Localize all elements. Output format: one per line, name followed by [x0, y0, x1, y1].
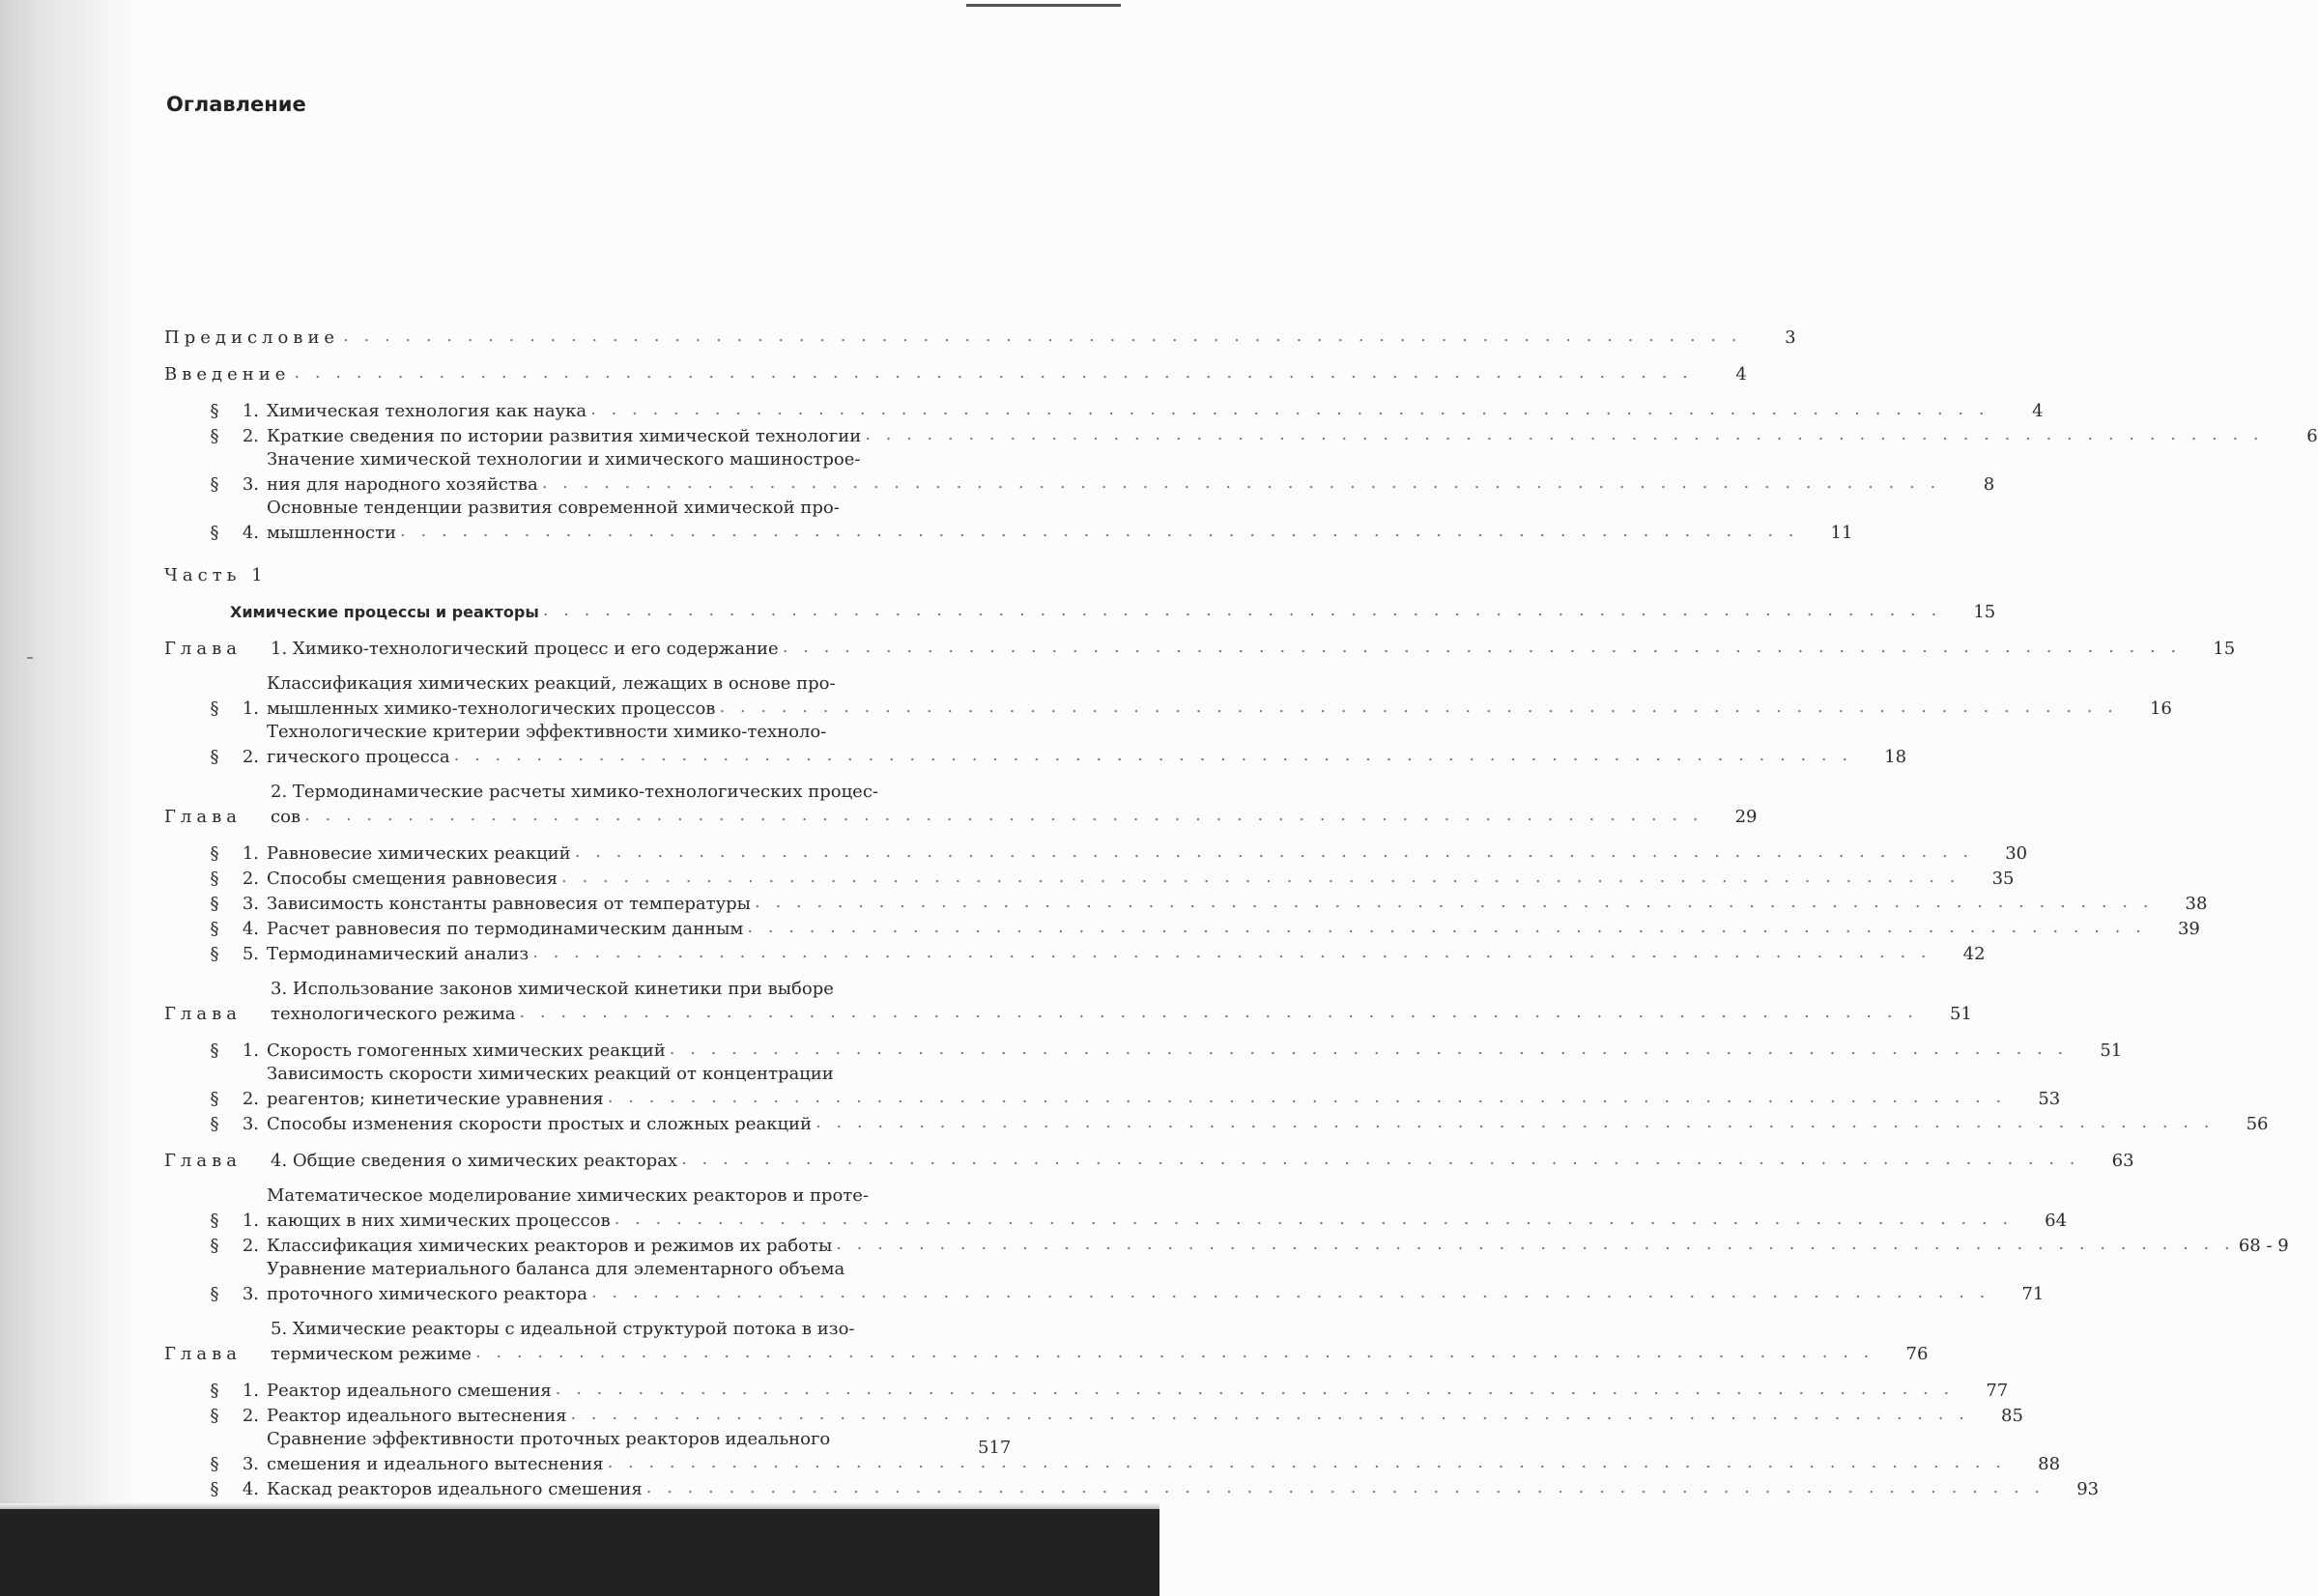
section-title: Значение химической технологии и химического машинострое-: [267, 449, 861, 470]
chapter-title: 5. Химические реакторы с идеальной структурой потока в изо-: [271, 1319, 855, 1339]
section-title: Расчет равновесия по термодинамическим данным: [267, 919, 744, 939]
section-number: 2.: [242, 869, 259, 889]
toc-page-number: 30: [2005, 843, 2028, 864]
toc-page-number: 29: [1734, 807, 1758, 827]
section-number: 3.: [242, 474, 259, 495]
toc-section: [164, 1111, 2269, 1136]
section-symbol: §: [210, 1479, 219, 1499]
toc-chapter: [164, 781, 1758, 829]
section-line: [267, 721, 1852, 744]
toc-page-number: 77: [1986, 1381, 2009, 1401]
toc-section: [164, 721, 1907, 769]
chapter-line: [271, 781, 1703, 804]
section-symbol: §: [210, 1089, 219, 1109]
section-symbol: §: [210, 919, 219, 939]
toc-page-number: 16: [2149, 698, 2172, 719]
spacer: [164, 829, 1015, 841]
section-number: 1.: [242, 843, 259, 864]
section-text: [267, 941, 1932, 966]
section-line: [267, 520, 1798, 545]
section-title: смешения и идеального вытеснения: [267, 1454, 604, 1474]
leader-dots: . . . . . . . . . . . . . . . . . . . . . . . . . . . . . . . . . . . . . . . . . . . . . . . . . . . . . . . . . . . . . . . . . . . .: [747, 917, 2146, 937]
section-number: 1.: [242, 401, 259, 421]
toc-page-number: 39: [2177, 919, 2200, 939]
leader-dots: . . . . . . . . . . . . . . . . . . . . . . . . . . . . . . . . . . . . . . . . . . . . . . . . . . . . . . . . . . . . . . . . . . . .: [590, 1282, 1990, 1302]
toc-section: [164, 1403, 2023, 1428]
section-symbol: §: [210, 1406, 219, 1426]
section-number: 1.: [242, 1381, 259, 1401]
leader-dots: . . . . . . . . . . . . . . . . . . . . . . . . . . . . . . . . . . . . . . . . . . . . . . . . . . . . . . . . . . . . . . . . . . . .: [555, 1379, 1955, 1399]
section-text: [267, 1233, 2235, 1258]
toc-section: [164, 497, 1853, 545]
section-number: 1.: [242, 698, 259, 719]
chapter-label: Глава: [164, 1151, 242, 1171]
section-text: [267, 1111, 2214, 1136]
section-number: 2.: [242, 1236, 259, 1256]
scanner-border: [0, 1509, 1159, 1596]
leader-dots: . . . . . . . . . . . . . . . . . . . . . . . . . . . . . . . . . . . . . . . . . . . . . . . . . . . . . . . . . . . . . . . . . . . .: [719, 697, 2118, 717]
chapter-label: Глава: [164, 1344, 242, 1364]
toc-page-number: 64: [2045, 1211, 2068, 1231]
leader-dots: . . . . . . . . . . . . . . . . . . . . . . . . . . . . . . . . . . . . . . . . . . . . . . . . . . . . . . . . . . . . . . . . . . . .: [532, 942, 1932, 962]
section-text: [267, 891, 2153, 916]
toc-section: [164, 1233, 2289, 1258]
section-line: [267, 497, 1798, 520]
section-symbol: §: [210, 843, 219, 864]
leader-dots: . . . . . . . . . . . . . . . . . . . . . . . . . . . . . . . . . . . . . . . . . . . . . . . . . . . . . . . . . . . . . . . . . . . .: [836, 1234, 2235, 1254]
section-number: 4.: [242, 919, 259, 939]
toc-section: [164, 1378, 2009, 1403]
section-line: [267, 916, 2146, 941]
toc-page-number: 4: [2032, 401, 2044, 421]
section-line: [267, 1063, 2006, 1086]
leader-dots: . . . . . . . . . . . . . . . . . . . . . . . . . . . . . . . . . . . . . . . . . . . . . . . . . . . . . . . . . . . . . . . . . . . .: [570, 1404, 1969, 1424]
section-title: Химическая технология как наука: [267, 401, 587, 421]
toc-heading: Оглавление: [166, 93, 306, 116]
top-rule: [966, 4, 1121, 7]
section-text: [267, 1184, 2013, 1233]
toc-section: [164, 866, 2015, 891]
section-text: [267, 841, 1973, 866]
section-symbol: §: [210, 698, 219, 719]
toc-section: [164, 841, 2028, 866]
toc-section: [164, 1476, 2100, 1501]
section-title: Уравнение материального баланса для элементарного объема: [267, 1259, 845, 1279]
section-text: [267, 1038, 2068, 1063]
toc-page-number: 38: [2185, 894, 2208, 914]
toc-page-number: 71: [2021, 1284, 2045, 1304]
toc-page-number: 56: [2246, 1114, 2269, 1134]
spacer: [164, 1026, 1015, 1038]
section-line: [267, 1451, 2006, 1476]
spacer: [164, 966, 1015, 978]
section-text: [267, 423, 2264, 448]
chapter-title: сов: [271, 807, 301, 827]
toc-chapter: [164, 978, 1972, 1026]
section-symbol: §: [210, 523, 219, 543]
section-title: реагентов; кинетические уравнения: [267, 1089, 604, 1109]
chapter-line: [271, 1318, 1874, 1341]
chapter-line: [271, 1001, 1918, 1026]
section-number: 3.: [242, 894, 259, 914]
section-line: [267, 1258, 1989, 1281]
chapter-title: технологического режима: [271, 1004, 516, 1024]
section-title: Равновесие химических реакций: [267, 843, 571, 864]
section-title: Зависимость константы равновесия от температуры: [267, 894, 752, 914]
toc-page-number: 63: [2111, 1151, 2134, 1171]
toc-page-number: 76: [1905, 1344, 1929, 1364]
part-title: [164, 599, 1996, 624]
section-line: [267, 1086, 2006, 1111]
section-line: [267, 1184, 2013, 1208]
toc-page-number: 88: [2038, 1454, 2061, 1474]
section-text: [267, 1063, 2006, 1111]
spacer: [164, 1306, 1015, 1318]
section-symbol: §: [210, 426, 219, 446]
spacer: [164, 1136, 1015, 1148]
section-number: 4.: [242, 523, 259, 543]
section-number: 3.: [242, 1114, 259, 1134]
section-number: 1.: [242, 1211, 259, 1231]
toc-entry: [164, 325, 1796, 350]
section-text: [267, 448, 1940, 497]
chapter-text: [271, 978, 1918, 1026]
section-title: мышленных химико-технологических процессов: [267, 698, 716, 719]
toc-chapter: [164, 636, 2236, 661]
section-symbol: §: [210, 401, 219, 421]
leader-dots: . . . . . . . . . . . . . . . . . . . . . . . . . . . . . . . . . . . . . . . . . . . . . . . . . . . . . . . . . . . . . . . . . . . .: [816, 1112, 2215, 1132]
section-number: 3.: [242, 1284, 259, 1304]
section-symbol: §: [210, 1211, 219, 1231]
section-title: Скорость гомогенных химических реакций: [267, 1040, 666, 1061]
leader-dots: . . . . . . . . . . . . . . . . . . . . . . . . . . . . . . . . . . . . . . . . . . . . . . . . . . . . . . . . . . . . . . . . . . . .: [400, 521, 1799, 541]
section-title: мышленности: [267, 523, 397, 543]
toc-page-number: 51: [2100, 1040, 2123, 1061]
section-title: Способы смещения равновесия: [267, 869, 558, 889]
toc-page-number: 15: [1973, 602, 1996, 622]
toc-section: [164, 941, 1986, 966]
leader-dots: . . . . . . . . . . . . . . . . . . . . . . . . . . . . . . . . . . . . . . . . . . . . . . . . . . . . . . . . . . . . . . . . . . . .: [681, 1149, 2080, 1169]
page-number: 517: [978, 1438, 1012, 1458]
chapter-title: 1. Химико-технологический процесс и его содержание: [271, 639, 779, 659]
section-title: Реактор идеального смешения: [267, 1381, 552, 1401]
section-number: 3.: [242, 1454, 259, 1474]
section-line: [267, 1403, 1969, 1428]
leader-dots: . . . . . . . . . . . . . . . . . . . . . . . . . . . . . . . . . . . . . . . . . . . . . . . . . . . . . . . . . . . . . . . . . . . .: [755, 892, 2154, 912]
leader-dots: . . . . . . . . . . . . . . . . . . . . . . . . . . . . . . . . . . . . . . . . . . . . . . . . . . . . . . . . . . . . . . . . . . . .: [614, 1209, 2014, 1229]
section-line: [267, 1038, 2068, 1063]
leader-dots: . . . . . . . . . . . . . . . . . . . . . . . . . . . . . . . . . . . . . . . . . . . . . . . . . . . . . . . . . . . . . . . . . . . .: [574, 841, 1974, 862]
chapter-text: [271, 1148, 2080, 1173]
chapter-title: 2. Термодинамические расчеты химико-технологических процес-: [271, 782, 878, 802]
section-title: Реактор идеального вытеснения: [267, 1406, 567, 1426]
section-title: Основные тенденции развития современной химической про-: [267, 498, 840, 518]
section-title: проточного химического реактора: [267, 1284, 587, 1304]
toc-page-number: 51: [1950, 1004, 1972, 1024]
section-text: [267, 1476, 2045, 1501]
spacer: [164, 624, 1015, 636]
section-text: [267, 672, 2118, 721]
toc-section: [164, 1038, 2123, 1063]
section-title: Способы изменения скорости простых и сложных реакций: [267, 1114, 813, 1134]
section-line: [267, 1208, 2013, 1233]
section-symbol: §: [210, 1454, 219, 1474]
leader-dots: . . . . . . . . . . . . . . . . . . . . . . . . . . . . . . . . . . . . . . . . . . . . . . . . . . . . . . . . . . . . . . . . . . . .: [294, 362, 1693, 383]
chapter-label: Глава: [164, 807, 242, 827]
section-symbol: §: [210, 747, 219, 767]
section-title: Сравнение эффективности проточных реакторов идеального: [267, 1429, 831, 1449]
toc-page-number: 15: [2213, 639, 2236, 659]
section-title: ния для народного хозяйства: [267, 474, 538, 495]
section-text: [267, 866, 1960, 891]
section-title: Классификация химических реакторов и режимов их работы: [267, 1236, 833, 1256]
toc-section: [164, 1428, 2061, 1476]
binding-shadow: [0, 0, 145, 1507]
section-line: [267, 1476, 2045, 1501]
part-title-text: Химические процессы и реакторы: [230, 603, 539, 621]
section-title: кающих в них химических процессов: [267, 1211, 611, 1231]
section-symbol: §: [210, 869, 219, 889]
section-line: [267, 1111, 2214, 1136]
toc-entry-label: Предисловие: [164, 328, 340, 348]
section-title: Технологические критерии эффективности химико-техноло-: [267, 722, 827, 742]
section-number: 2.: [242, 1089, 259, 1109]
section-line: [267, 866, 1960, 891]
toc-page-number: 8: [1983, 474, 1995, 495]
toc-section: [164, 891, 2208, 916]
section-symbol: §: [210, 1284, 219, 1304]
chapter-line: [271, 1148, 2080, 1173]
section-line: [267, 398, 1989, 423]
toc-section: [164, 448, 1995, 497]
section-text: [267, 1378, 1954, 1403]
toc-page-number: 11: [1830, 523, 1853, 543]
section-title: Зависимость скорости химических реакций от концентрации: [267, 1064, 834, 1084]
table-of-contents: [164, 325, 2318, 1513]
chapter-title: 4. Общие сведения о химических реакторах: [271, 1151, 678, 1171]
scan-mark: [27, 657, 33, 659]
leader-dots: . . . . . . . . . . . . . . . . . . . . . . . . . . . . . . . . . . . . . . . . . . . . . . . . . . . . . . . . . . . . . . . . . . . .: [669, 1039, 2069, 1059]
toc-page-number: 18: [1884, 747, 1907, 767]
section-symbol: §: [210, 944, 219, 964]
chapter-line: [271, 636, 2181, 661]
leader-dots: . . . . . . . . . . . . . . . . . . . . . . . . . . . . . . . . . . . . . . . . . . . . . . . . . . . . . . . . . . . . . . . . . . . .: [561, 867, 1960, 887]
section-line: [267, 1233, 2235, 1258]
section-line: [267, 1428, 2006, 1451]
section-line: [267, 1378, 1954, 1403]
section-line: [267, 891, 2153, 916]
toc-page-number: 85: [2001, 1406, 2023, 1426]
spacer: [164, 769, 1015, 781]
section-title: Математическое моделирование химических реакторов и проте-: [267, 1185, 869, 1206]
section-symbol: §: [210, 1236, 219, 1256]
section-symbol: §: [210, 894, 219, 914]
leader-dots: . . . . . . . . . . . . . . . . . . . . . . . . . . . . . . . . . . . . . . . . . . . . . . . . . . . . . . . . . . . . . . . . . . . .: [782, 637, 2182, 657]
leader-dots: . . . . . . . . . . . . . . . . . . . . . . . . . . . . . . . . . . . . . . . . . . . . . . . . . . . . . . . . . . . . . . . . . . . .: [865, 424, 2264, 444]
section-text: [267, 497, 1798, 545]
toc-page-number: 6: [2306, 426, 2318, 446]
spacer: [164, 587, 1015, 599]
section-line: [267, 471, 1940, 497]
section-number: 5.: [242, 944, 259, 964]
section-text: [267, 1428, 2006, 1476]
toc-section: [164, 1063, 2061, 1111]
chapter-label: Глава: [164, 1004, 242, 1024]
chapter-title: 3. Использование законов химической кинетики при выборе: [271, 979, 834, 999]
spacer: [164, 661, 1015, 672]
section-text: [267, 1403, 1969, 1428]
toc-page-number: 42: [1962, 944, 1986, 964]
chapter-text: [271, 1318, 1874, 1366]
leader-dots: . . . . . . . . . . . . . . . . . . . . . . . . . . . . . . . . . . . . . . . . . . . . . . . . . . . . . . . . . . . . . . . . . . . .: [590, 399, 1989, 419]
section-title: Термодинамический анализ: [267, 944, 529, 964]
section-line: [267, 448, 1940, 471]
section-text: [267, 398, 1989, 423]
toc-page-number: 4: [1735, 364, 1747, 385]
section-title: Краткие сведения по истории развития химической технологии: [267, 426, 862, 446]
section-line: [267, 744, 1852, 769]
section-text: [267, 916, 2146, 941]
chapter-label: Глава: [164, 639, 242, 659]
section-symbol: §: [210, 474, 219, 495]
section-number: 4.: [242, 1479, 259, 1499]
leader-dots: . . . . . . . . . . . . . . . . . . . . . . . . . . . . . . . . . . . . . . . . . . . . . . . . . . . . . . . . . . . . . . . . . . . .: [474, 1342, 1874, 1362]
toc-section: [164, 1184, 2068, 1233]
section-symbol: §: [210, 1114, 219, 1134]
section-number: 2.: [242, 426, 259, 446]
toc-section: [164, 423, 2318, 448]
section-title: гического процесса: [267, 747, 450, 767]
section-line: [267, 941, 1932, 966]
chapter-line: [271, 978, 1918, 1001]
chapter-line: [271, 1341, 1874, 1366]
leader-dots: . . . . . . . . . . . . . . . . . . . . . . . . . . . . . . . . . . . . . . . . . . . . . . . . . . . . . . . . . . . . . . . . . . . .: [304, 805, 1703, 825]
chapter-text: [271, 781, 1703, 829]
toc-page-number: 68 - 9: [2238, 1236, 2289, 1256]
section-title: Классификация химических реакций, лежащих в основе про-: [267, 673, 836, 694]
section-title: Каскад реакторов идеального смешения: [267, 1479, 643, 1499]
chapter-text: [271, 636, 2181, 661]
toc-page-number: 3: [1785, 328, 1796, 348]
toc-section: [164, 672, 2172, 721]
spacer: [164, 545, 1015, 564]
leader-dots: . . . . . . . . . . . . . . . . . . . . . . . . . . . . . . . . . . . . . . . . . . . . . . . . . . . . . . . . . . . . . . . . . . . .: [453, 745, 1853, 765]
toc-page-number: 93: [2076, 1479, 2100, 1499]
leader-dots: . . . . . . . . . . . . . . . . . . . . . . . . . . . . . . . . . . . . . . . . . . . . . . . . . . . . . . . . . . . . . . . . . . . .: [542, 600, 1942, 620]
leader-dots: . . . . . . . . . . . . . . . . . . . . . . . . . . . . . . . . . . . . . . . . . . . . . . . . . . . . . . . . . . . . . . . . . . . .: [519, 1002, 1918, 1022]
leader-dots: . . . . . . . . . . . . . . . . . . . . . . . . . . . . . . . . . . . . . . . . . . . . . . . . . . . . . . . . . . . . . . . . . . . .: [607, 1087, 2007, 1107]
toc-page-number: 35: [1991, 869, 2015, 889]
section-number: 1.: [242, 1040, 259, 1061]
section-number: 2.: [242, 747, 259, 767]
section-text: [267, 721, 1852, 769]
toc-chapter: [164, 1318, 1929, 1366]
section-line: [267, 423, 2264, 448]
toc-entry: [164, 361, 1747, 386]
chapter-title: термическом режиме: [271, 1344, 472, 1364]
section-number: 2.: [242, 1406, 259, 1426]
section-symbol: §: [210, 1381, 219, 1401]
section-symbol: §: [210, 1040, 219, 1061]
spacer: [164, 1366, 1015, 1378]
toc-entry-label: Введение: [164, 364, 291, 385]
section-line: [267, 696, 2118, 721]
leader-dots: . . . . . . . . . . . . . . . . . . . . . . . . . . . . . . . . . . . . . . . . . . . . . . . . . . . . . . . . . . . . . . . . . . . .: [607, 1452, 2007, 1472]
toc-section: [164, 398, 2044, 423]
toc-chapter: [164, 1148, 2134, 1173]
section-text: [267, 1258, 1989, 1306]
leader-dots: . . . . . . . . . . . . . . . . . . . . . . . . . . . . . . . . . . . . . . . . . . . . . . . . . . . . . . . . . . . . . . . . . . . .: [541, 472, 1941, 493]
toc-page-number: 53: [2038, 1089, 2061, 1109]
toc-section: [164, 916, 2200, 941]
chapter-line: [271, 804, 1703, 829]
section-line: [267, 1281, 1989, 1306]
part-label: Часть 1: [164, 565, 268, 585]
spacer: [164, 1173, 1015, 1184]
leader-dots: . . . . . . . . . . . . . . . . . . . . . . . . . . . . . . . . . . . . . . . . . . . . . . . . . . . . . . . . . . . . . . . . . . . .: [343, 326, 1742, 346]
section-line: [267, 841, 1973, 866]
toc-section: [164, 1258, 2045, 1306]
section-line: [267, 672, 2118, 696]
leader-dots: . . . . . . . . . . . . . . . . . . . . . . . . . . . . . . . . . . . . . . . . . . . . . . . . . . . . . . . . . . . . . . . . . . . .: [645, 1477, 2046, 1497]
spacer: [164, 386, 1015, 398]
spacer: [164, 350, 1015, 361]
